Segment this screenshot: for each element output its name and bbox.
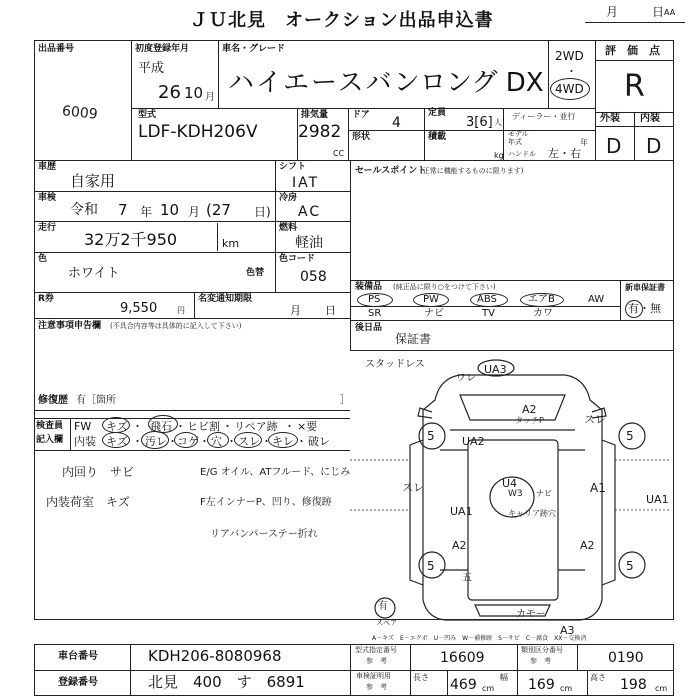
interior-grade: D (646, 134, 662, 158)
inspection-month: 10 (160, 201, 180, 219)
inspector-wear: スレ (238, 435, 260, 448)
equipment-leather: カワ (533, 308, 553, 319)
shift-value: IAT (292, 175, 320, 191)
note-right-3: リアバンパーステー折れ (210, 529, 318, 540)
notes-label: 注意事項申告欄 (38, 321, 102, 331)
inspector-stone: 飛石 (150, 420, 172, 433)
model-year-label-1: モデル (508, 130, 529, 138)
load-unit: kg (494, 151, 504, 160)
recycle-value: 9,550 (120, 301, 158, 316)
inspector-int-sep-4: ・ (226, 435, 237, 448)
inspector-int-sep-5: ・ (261, 435, 272, 448)
mark-touch-paint: タッチP (515, 416, 544, 425)
name-change-day: 日 (325, 304, 336, 317)
fuel-label: 燃料 (279, 223, 298, 233)
spare-value: 有 (378, 601, 388, 612)
inspector-sep-1: ・ (132, 420, 143, 433)
inspector-fw: FW (74, 420, 92, 433)
repair-label: 修復歴 (38, 395, 68, 406)
model-value: LDF-KDH206V (138, 122, 258, 142)
color-code: 058 (300, 269, 327, 285)
width-unit: cm (560, 684, 573, 693)
load-label: 積載 (428, 132, 447, 142)
mark-u4: U4 (502, 477, 518, 490)
day-label: 日 (652, 5, 665, 19)
inspector-burn: コゲ (177, 435, 199, 448)
doors-label: ドア (352, 110, 370, 120)
inspection-era: 令和 (70, 202, 98, 218)
color-code-label: 色コード (279, 254, 316, 264)
first-reg-label: 初度登録年月 (135, 44, 190, 54)
exterior-label: 外装 (600, 113, 620, 124)
inspector-interior: 内装 (74, 435, 96, 448)
inspection-year-unit: 年 (140, 205, 153, 219)
width-value: 169 (528, 677, 555, 693)
class-number-label: 類別区分番号 (521, 646, 563, 654)
type-designation-label: 型式指定番号 (355, 646, 397, 654)
back-seat-label: 後日品 (355, 323, 383, 333)
certificate-label-2: 参 考 (366, 683, 387, 691)
inspector-sep-4: ・ (284, 420, 295, 433)
inspector-int-scratch: キズ (106, 435, 128, 448)
height-unit: cm (655, 684, 668, 693)
mark-a2-right: A2 (580, 539, 595, 552)
first-reg-year: 26 (158, 82, 181, 103)
model-label: 型式 (138, 110, 157, 120)
diagram-top-note: スタッドレス (365, 359, 425, 370)
mark-crack: ワレ (456, 373, 476, 384)
mark-wear-left: スレ (402, 481, 424, 494)
first-reg-month-unit: 月 (205, 92, 215, 103)
inspector-repair: リペア跡 (234, 420, 278, 433)
inspector-label-1: 検査員 (36, 421, 64, 431)
lot-label: 出品番号 (38, 44, 75, 54)
warranty-value: 有・無 (628, 302, 661, 315)
note-left-2: 内装荷室 キズ (46, 495, 130, 509)
model-year-unit: 年 (580, 138, 588, 147)
type-designation-value: 16609 (440, 650, 485, 666)
mark-ua3-top: UA3 (484, 363, 507, 376)
capacity-label: 定員 (428, 108, 447, 118)
length-value: 469 (450, 677, 477, 693)
inspection-label: 車検 (38, 193, 57, 203)
spare-label: スペア (376, 619, 397, 627)
capacity-value: 3[6] (466, 115, 493, 130)
equipment-abs: ABS (477, 294, 497, 305)
mark-a2-left: A2 (452, 539, 467, 552)
inspector-int-sep-1: ・ (132, 435, 143, 448)
height-value: 198 (620, 677, 647, 693)
inspector-stain: 汚レ (145, 435, 167, 448)
inspection-day: (27 (206, 201, 231, 219)
fuel-value: 軽油 (295, 235, 323, 251)
note-right-2: F左インナーP、凹り、修復跡 (200, 497, 332, 508)
first-reg-era: 平成 (138, 61, 165, 76)
mark-a2-front: A2 (522, 403, 537, 416)
mileage-label: 走行 (38, 223, 57, 233)
inspector-label-2: 記入欄 (36, 435, 64, 445)
drive-dot: ・ (566, 65, 577, 78)
inspector-cut: キレ (272, 435, 294, 448)
selling-points-label: セールスポイント (355, 166, 427, 176)
note-left-1: 内回り サビ (62, 465, 135, 479)
note-right-1: E/G オイル、ATフルード、にじみ (200, 467, 351, 478)
inspector-sep-3: ・ (222, 420, 233, 433)
warranty-label: 新車保証書 (625, 283, 665, 292)
selling-points-sublabel: (正常に機能するものに限ります) (420, 167, 524, 175)
mark-w3: W3 (508, 489, 523, 499)
shape-label: 形状 (352, 132, 371, 142)
doors-value: 4 (392, 115, 401, 131)
first-reg-month: 10 (184, 84, 204, 102)
chassis-value: KDH206-8080968 (148, 647, 282, 665)
inspection-day-unit: 日) (254, 205, 271, 219)
vehicle-label: 車名・グレード (222, 44, 286, 54)
width-label: 幅 (500, 673, 508, 682)
vehicle-grade: ロング DX (420, 68, 544, 98)
length-label: 長さ (413, 673, 429, 682)
inspector-scratch: キズ (106, 420, 128, 433)
rating-label: 評 価 点 (605, 44, 660, 57)
color-change-label: 色替 (246, 268, 265, 278)
displacement-unit: CC (333, 149, 345, 158)
mark-5-front-left: 5 (427, 429, 435, 443)
inspector-tear: 破レ (308, 435, 330, 448)
repair-value: 有［箇所 (76, 395, 116, 406)
mark-ua1-left: UA1 (450, 505, 473, 518)
inspection-month-unit: 月 (188, 205, 201, 219)
mark-a1: A1 (590, 481, 606, 495)
equipment-airbag: エアB (528, 294, 555, 305)
vehicle-name: ハイエースバン (228, 68, 422, 98)
mark-5-rear-left: 5 (427, 559, 435, 573)
color-value: ホワイト (68, 266, 120, 281)
handle-value: 左・右 (548, 147, 581, 160)
lot-number: 6009 (61, 103, 99, 123)
color-label: 色 (38, 254, 48, 264)
capacity-unit: 人 (494, 118, 502, 127)
class-number-value: 0190 (608, 650, 644, 666)
name-change-month: 月 (290, 304, 301, 317)
back-seat-value: 保証書 (395, 332, 432, 346)
type-designation-sub: 参 考 (366, 657, 387, 665)
mark-carrier-holes: キャリア跡穴 (508, 509, 556, 518)
length-unit: cm (482, 684, 495, 693)
handle-label: ハンドル (508, 150, 536, 158)
chassis-label: 車台番号 (58, 651, 98, 662)
rating-value: R (624, 69, 645, 104)
aircon-value: AC (298, 204, 322, 220)
mark-5-front-right: 5 (626, 429, 634, 443)
mark-five: 五 (462, 573, 472, 584)
history-label: 車歴 (38, 162, 57, 172)
equipment-navi: ナビ (424, 308, 444, 319)
mark-navi: ナビ (536, 489, 552, 498)
mark-a3-rear: A3 (560, 624, 575, 637)
mark-5-rear-right: 5 (626, 559, 634, 573)
class-number-sub: 参 考 (530, 657, 551, 665)
interior-label: 内装 (640, 113, 660, 124)
certificate-label-1: 車検証明用 (356, 672, 391, 680)
dealer-label: ディーラー・並行 (512, 112, 576, 121)
drive-2wd: 2WD (555, 49, 584, 63)
inspection-year: 7 (118, 201, 128, 219)
registration-label: 登録番号 (58, 677, 98, 688)
equipment-sr: SR (368, 308, 382, 319)
day-suffix: AA (664, 8, 676, 17)
recycle-label: R券 (38, 294, 54, 304)
model-year-label-2: 年式 (508, 138, 522, 146)
shift-label: シフト (279, 162, 307, 172)
registration-value: 北見 400 す 6891 (148, 673, 305, 691)
displacement-label: 排気量 (301, 110, 329, 120)
inspector-int-sep-6: ・ (296, 435, 307, 448)
mark-kamo: カモー (516, 609, 546, 620)
mark-wear-top-right: スレ (584, 413, 606, 426)
mark-ua1-right: UA1 (646, 493, 669, 506)
inspector-sep-2: ・ (175, 420, 186, 433)
height-label: 高さ (590, 673, 606, 682)
mark-ua2: UA2 (462, 435, 485, 448)
month-label: 月 (606, 5, 619, 19)
history-value: 自家用 (70, 172, 116, 190)
form-title: ＪＵ北見 オークション出品申込書 (190, 10, 494, 31)
name-change-label: 名変通知期限 (198, 294, 253, 304)
inspector-int-sep-3: ・ (199, 435, 210, 448)
equipment-sublabel: (純正品に限り○をつけて下さい) (393, 283, 496, 291)
mileage-unit: km (222, 237, 240, 250)
equipment-tv: TV (482, 308, 495, 319)
aircon-label: 冷房 (279, 193, 298, 203)
inspector-int-sep-2: ・ (167, 435, 178, 448)
inspector-need: ×要 (297, 420, 318, 433)
equipment-pw: PW (423, 294, 439, 305)
equipment-ps: PS (368, 294, 381, 305)
notes-sublabel: (不具合内容等は具体的に記入して下さい) (110, 322, 242, 330)
displacement-value: 2982 (298, 122, 342, 142)
diagram-legend-1: A－キズ E－エクボ U－凹み W－補修跡 S－サビ C－腐食 XX－交換済 (372, 635, 587, 642)
repair-close: ］ (340, 395, 350, 406)
equipment-label: 装備品 (355, 282, 383, 292)
inspector-crack: ヒビ割 (187, 420, 220, 433)
exterior-grade: D (606, 134, 622, 158)
recycle-unit: 円 (177, 306, 185, 315)
inspector-hole: 穴 (211, 435, 222, 448)
drive-4wd: 4WD (555, 82, 584, 96)
mileage-value: 32万2千950 (84, 230, 178, 249)
equipment-aw: AW (588, 294, 605, 305)
